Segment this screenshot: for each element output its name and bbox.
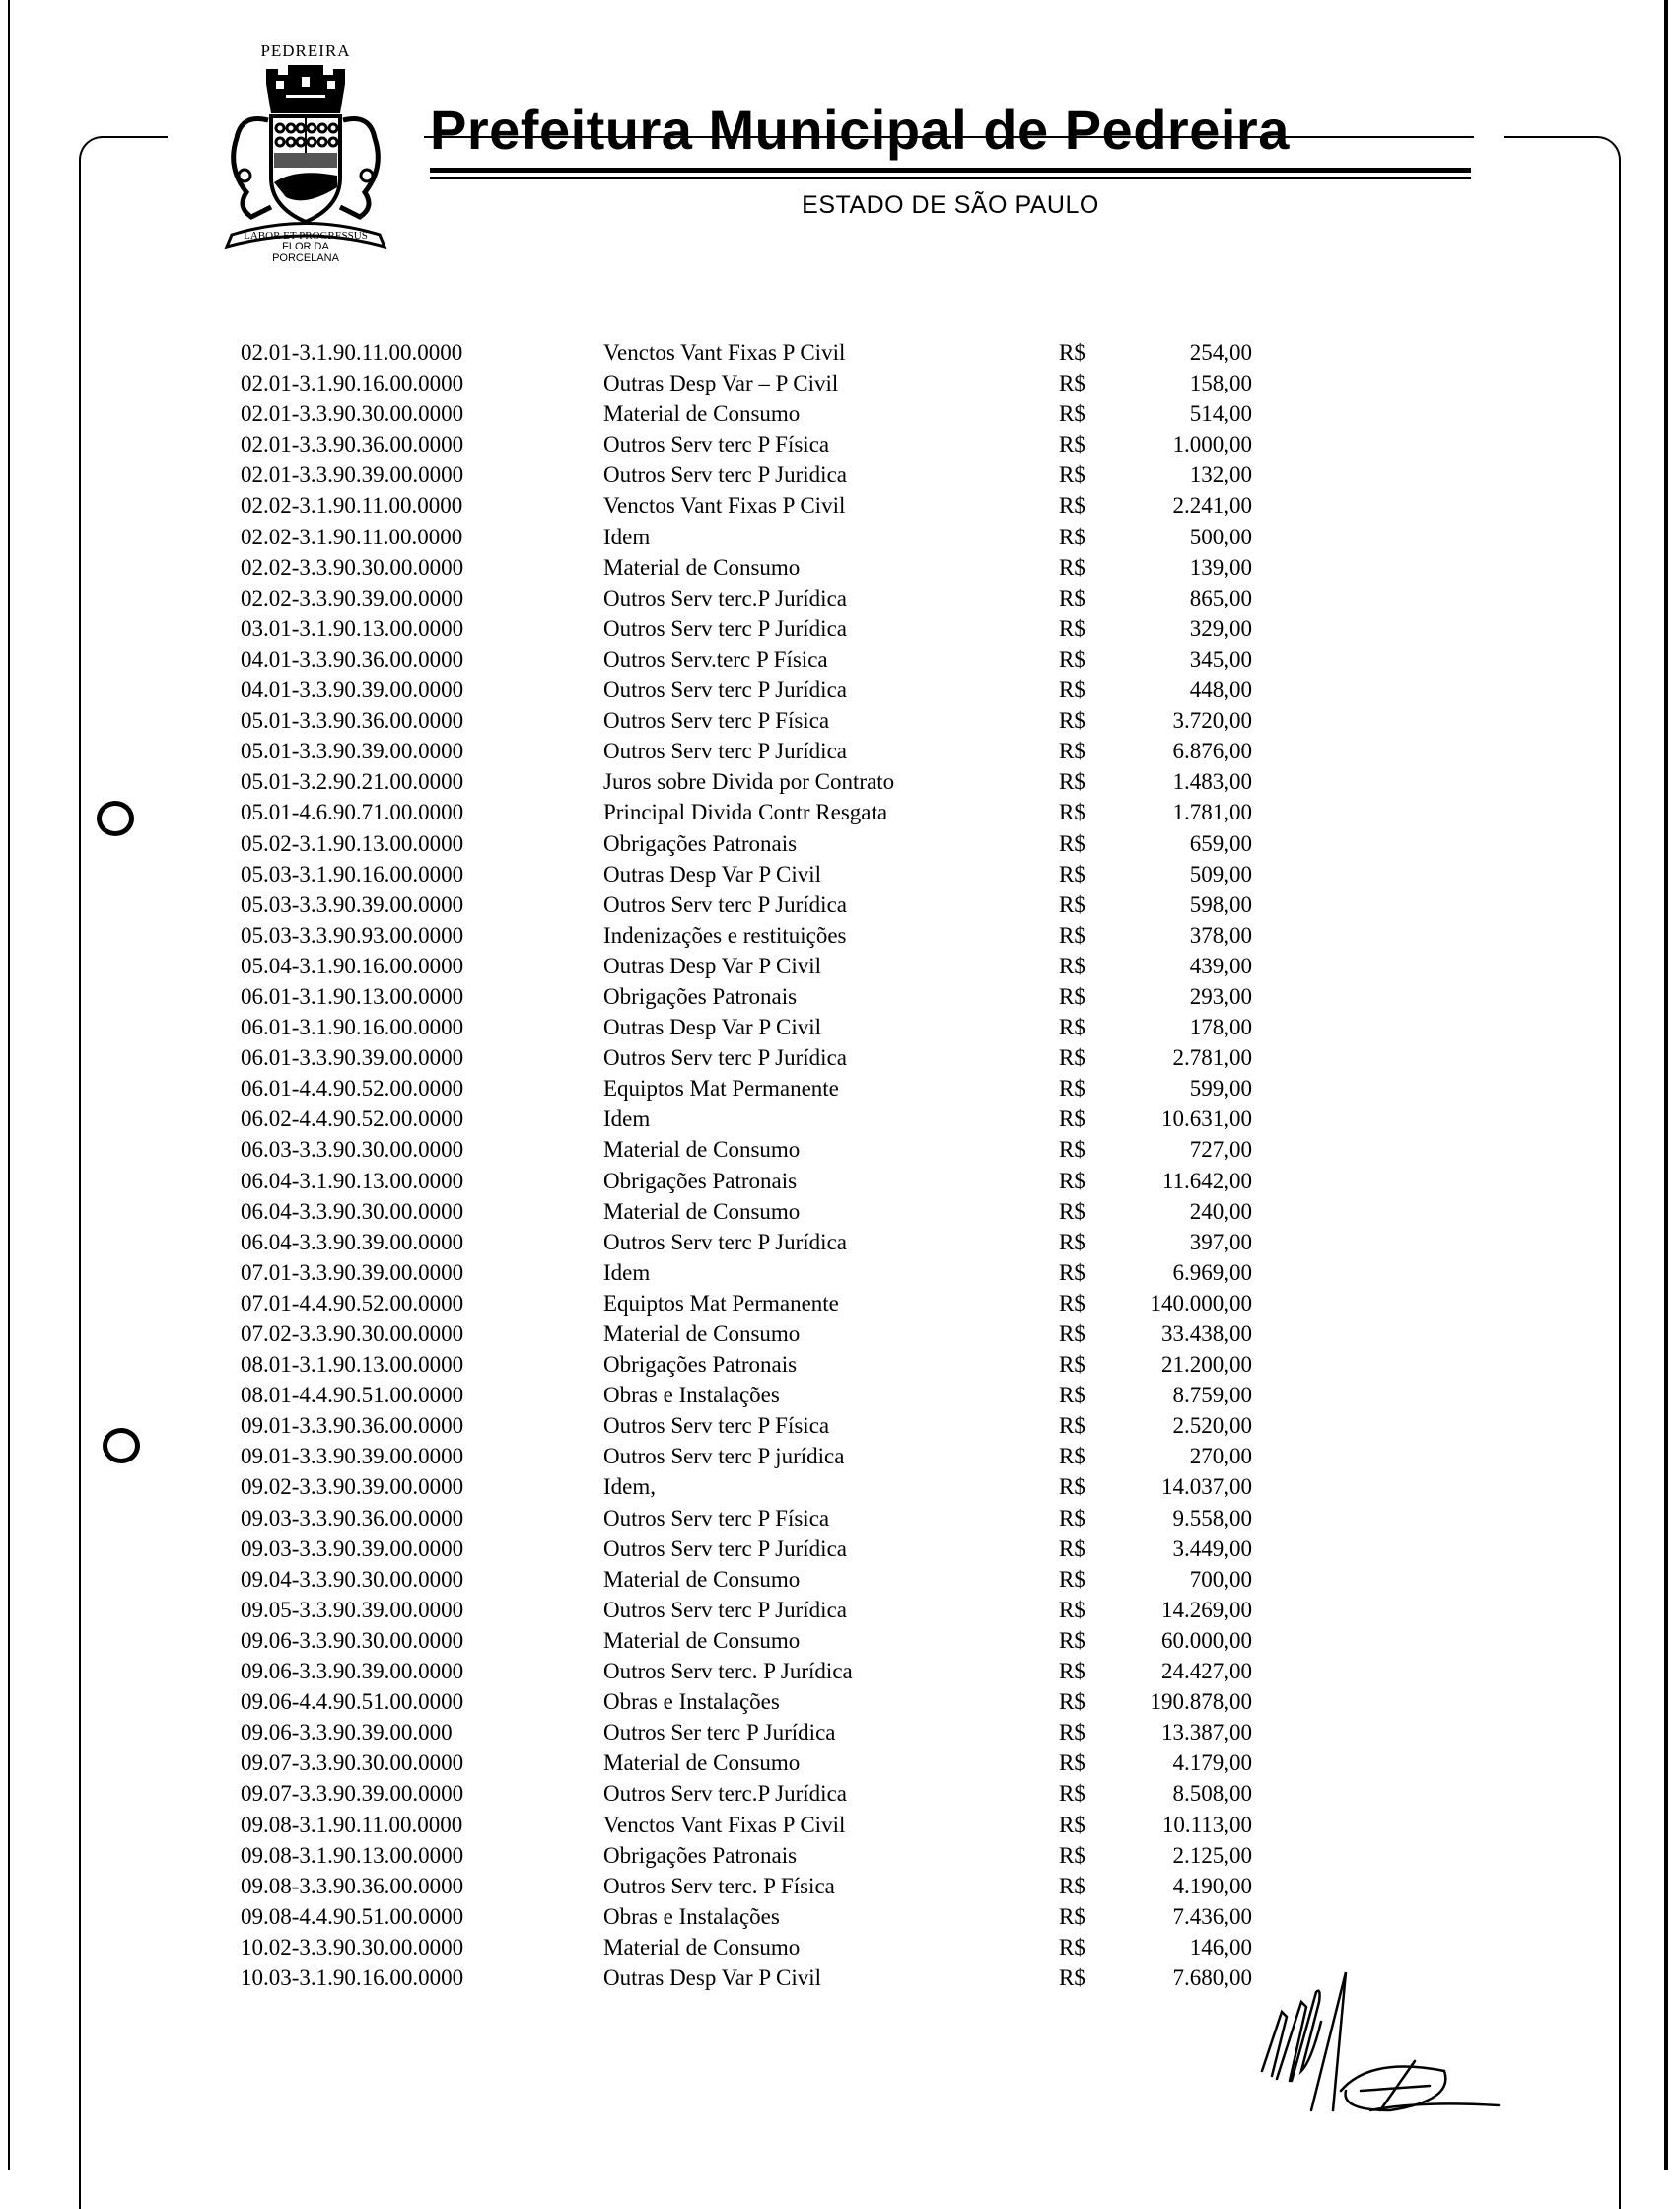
expense-description: Obrigações Patronais [603, 1842, 798, 1868]
amount-value: 2.125,00 [1172, 1842, 1252, 1868]
account-code: 09.01-3.3.90.39.00.0000 [241, 1444, 464, 1469]
account-code: 05.04-3.1.90.16.00.0000 [241, 953, 464, 978]
amount-value: 448,00 [1189, 677, 1252, 703]
currency-symbol: R$ [1059, 1229, 1085, 1254]
table-row [241, 1073, 1266, 1104]
expense-description: Material de Consumo [603, 1198, 801, 1224]
expense-description: Obrigações Patronais [603, 1352, 798, 1378]
expense-description: Outros Ser terc P Jurídica [603, 1720, 836, 1746]
table-row [241, 1471, 1266, 1502]
table-row [241, 1564, 1266, 1595]
amount-value: 378,00 [1189, 922, 1252, 948]
table-row [241, 1625, 1266, 1656]
crest-graphic-icon [197, 59, 414, 266]
account-code: 02.02-3.3.90.39.00.0000 [241, 585, 464, 610]
account-code: 09.03-3.3.90.36.00.0000 [241, 1505, 464, 1531]
account-code: 07.02-3.3.90.30.00.0000 [241, 1321, 464, 1346]
expense-description: Equiptos Mat Permanente [603, 1076, 839, 1102]
account-code: 02.01-3.3.90.39.00.0000 [241, 463, 464, 488]
amount-value: 2.781,00 [1172, 1045, 1252, 1071]
expense-description: Outras Desp Var P Civil [603, 1015, 822, 1040]
coat-of-arms-icon [197, 37, 414, 274]
table-row [241, 1932, 1266, 1962]
amount-value: 10.631,00 [1161, 1106, 1252, 1132]
account-code: 09.01-3.3.90.36.00.0000 [241, 1413, 464, 1439]
logo-city-name: PEDREIRA [260, 41, 351, 60]
table-row [241, 705, 1266, 736]
amount-value: 254,00 [1189, 340, 1252, 365]
table-row [241, 429, 1266, 460]
logo-bottom-line1: FLOR DA [282, 241, 329, 252]
amount-value: 9.558,00 [1172, 1505, 1252, 1531]
amount-value: 500,00 [1189, 524, 1252, 549]
amount-value: 11.642,00 [1161, 1168, 1252, 1193]
amount-value: 329,00 [1189, 615, 1252, 641]
currency-symbol: R$ [1059, 1413, 1085, 1439]
expense-description: Obrigações Patronais [603, 1168, 798, 1193]
table-row [241, 920, 1266, 951]
amount-value: 1.000,00 [1172, 432, 1252, 458]
account-code: 02.01-3.1.90.11.00.0000 [241, 340, 463, 365]
expense-description: Outras Desp Var P Civil [603, 861, 822, 887]
amount-value: 21.200,00 [1161, 1352, 1252, 1378]
expense-description: Principal Divida Contr Resgata [603, 800, 888, 825]
amount-value: 3.720,00 [1172, 708, 1252, 734]
table-row [241, 1288, 1266, 1318]
table-row [241, 981, 1266, 1012]
account-code: 09.07-3.3.90.30.00.0000 [241, 1750, 464, 1776]
expense-description: Material de Consumo [603, 1321, 801, 1346]
expense-description: Outros Serv terc.P Jurídica [603, 585, 847, 610]
amount-value: 158,00 [1189, 371, 1252, 396]
account-code: 06.04-3.3.90.30.00.0000 [241, 1198, 464, 1224]
amount-value: 700,00 [1189, 1566, 1252, 1592]
account-code: 07.01-3.3.90.39.00.0000 [241, 1259, 464, 1285]
expense-description: Juros sobre Divida por Contrato [603, 769, 895, 795]
currency-symbol: R$ [1059, 646, 1085, 672]
title-rule-thin [430, 177, 1471, 179]
amount-value: 13.387,00 [1161, 1720, 1252, 1746]
account-code: 02.01-3.1.90.16.00.0000 [241, 371, 464, 396]
table-row [241, 1380, 1266, 1410]
currency-symbol: R$ [1059, 1015, 1085, 1040]
expense-description: Material de Consumo [603, 1566, 801, 1592]
account-code: 09.07-3.3.90.39.00.0000 [241, 1781, 464, 1807]
currency-symbol: R$ [1059, 769, 1085, 795]
account-code: 09.06-4.4.90.51.00.0000 [241, 1689, 464, 1715]
currency-symbol: R$ [1059, 1290, 1085, 1316]
currency-symbol: R$ [1059, 463, 1085, 488]
currency-symbol: R$ [1059, 1505, 1085, 1531]
expense-description: Outros Serv terc P Física [603, 1505, 830, 1531]
amount-value: 598,00 [1189, 891, 1252, 917]
expense-description: Outros Serv terc P Juridica [603, 463, 847, 488]
amount-value: 509,00 [1189, 861, 1252, 887]
expense-description: Outras Desp Var P Civil [603, 1964, 822, 1990]
amount-value: 6.876,00 [1172, 739, 1252, 764]
currency-symbol: R$ [1059, 371, 1085, 396]
account-code: 06.04-3.1.90.13.00.0000 [241, 1168, 464, 1193]
currency-symbol: R$ [1059, 615, 1085, 641]
expense-description: Indenizações e restituições [603, 922, 847, 948]
table-row [241, 460, 1266, 490]
currency-symbol: R$ [1059, 739, 1085, 764]
account-code: 10.03-3.1.90.16.00.0000 [241, 1964, 464, 1990]
expense-description: Outros Serv terc. P Física [603, 1873, 835, 1898]
account-code: 02.01-3.3.90.36.00.0000 [241, 432, 464, 458]
amount-value: 1.781,00 [1172, 800, 1252, 825]
table-row [241, 644, 1266, 675]
amount-value: 6.969,00 [1172, 1259, 1252, 1285]
page-subtitle: ESTADO DE SÃO PAULO [802, 191, 1099, 219]
account-code: 06.01-3.1.90.13.00.0000 [241, 983, 464, 1009]
currency-symbol: R$ [1059, 524, 1085, 549]
amount-value: 132,00 [1189, 463, 1252, 488]
expense-description: Outros Serv terc.P Jurídica [603, 1781, 847, 1807]
scan-edge-left [8, 0, 10, 2170]
account-code: 09.06-3.3.90.39.00.0000 [241, 1659, 464, 1684]
account-code: 09.03-3.3.90.39.00.0000 [241, 1535, 464, 1561]
currency-symbol: R$ [1059, 1352, 1085, 1378]
table-row [241, 398, 1266, 429]
currency-symbol: R$ [1059, 1137, 1085, 1163]
amount-value: 8.759,00 [1172, 1383, 1252, 1408]
table-row [241, 828, 1266, 859]
expense-description: Material de Consumo [603, 1750, 801, 1776]
table-row [241, 1318, 1266, 1349]
account-code: 05.01-3.2.90.21.00.0000 [241, 769, 464, 795]
punch-hole-icon [97, 801, 134, 836]
amount-value: 10.113,00 [1161, 1812, 1252, 1837]
amount-value: 146,00 [1189, 1934, 1252, 1960]
table-row [241, 1840, 1266, 1871]
expense-description: Venctos Vant Fixas P Civil [603, 1812, 846, 1837]
account-code: 02.02-3.1.90.11.00.0000 [241, 524, 463, 549]
account-code: 09.06-3.3.90.39.00.000 [241, 1720, 453, 1746]
amount-value: 397,00 [1189, 1229, 1252, 1254]
table-row [241, 1134, 1266, 1165]
title-rule-thick [430, 168, 1471, 173]
currency-symbol: R$ [1059, 1597, 1085, 1622]
expense-description: Outros Serv terc P Física [603, 1413, 830, 1439]
currency-symbol: R$ [1059, 1659, 1085, 1684]
amount-value: 240,00 [1189, 1198, 1252, 1224]
table-row [241, 613, 1266, 644]
table-row [241, 1410, 1266, 1441]
amount-value: 865,00 [1189, 585, 1252, 610]
amount-value: 293,00 [1189, 983, 1252, 1009]
table-row [241, 1227, 1266, 1257]
currency-symbol: R$ [1059, 1964, 1085, 1990]
punch-hole-icon [103, 1428, 140, 1463]
table-row [241, 1810, 1266, 1840]
account-code: 09.04-3.3.90.30.00.0000 [241, 1566, 464, 1592]
account-code: 07.01-4.4.90.52.00.0000 [241, 1290, 464, 1316]
currency-symbol: R$ [1059, 1812, 1085, 1837]
amount-value: 178,00 [1189, 1015, 1252, 1040]
expense-description: Outros Serv terc P Jurídica [603, 739, 847, 764]
table-row [241, 1962, 1266, 1993]
currency-symbol: R$ [1059, 1720, 1085, 1746]
account-code: 04.01-3.3.90.39.00.0000 [241, 677, 464, 703]
table-row [241, 552, 1266, 583]
expense-description: Idem [603, 1106, 651, 1132]
account-code: 05.02-3.1.90.13.00.0000 [241, 830, 464, 856]
amount-value: 7.680,00 [1172, 1964, 1252, 1990]
account-code: 09.06-3.3.90.30.00.0000 [241, 1627, 464, 1653]
currency-symbol: R$ [1059, 800, 1085, 825]
amount-value: 60.000,00 [1161, 1627, 1252, 1653]
expense-description: Obras e Instalações [603, 1383, 780, 1408]
table-row [241, 1656, 1266, 1686]
logo-bottom-line2: PORCELANA [272, 252, 339, 264]
expense-description: Outros Serv terc P Jurídica [603, 1597, 847, 1622]
expense-description: Material de Consumo [603, 1137, 801, 1163]
expense-description: Material de Consumo [603, 554, 801, 580]
amount-value: 599,00 [1189, 1076, 1252, 1102]
expense-description: Outros Serv terc P Jurídica [603, 677, 847, 703]
expense-description: Idem [603, 524, 651, 549]
account-code: 06.03-3.3.90.30.00.0000 [241, 1137, 464, 1163]
expense-description: Equiptos Mat Permanente [603, 1290, 839, 1316]
currency-symbol: R$ [1059, 1627, 1085, 1653]
expense-description: Venctos Vant Fixas P Civil [603, 493, 846, 519]
account-code: 06.02-4.4.90.52.00.0000 [241, 1106, 464, 1132]
expense-description: Obras e Instalações [603, 1689, 780, 1715]
table-row [241, 1747, 1266, 1778]
table-row [241, 1441, 1266, 1471]
expense-description: Outras Desp Var P Civil [603, 953, 822, 978]
logo-motto: LABOR ET PROGRESSUS [244, 230, 368, 242]
currency-symbol: R$ [1059, 1781, 1085, 1807]
table-row [241, 1104, 1266, 1134]
account-code: 06.01-4.4.90.52.00.0000 [241, 1076, 464, 1102]
account-code: 05.01-4.6.90.71.00.0000 [241, 800, 464, 825]
account-code: 09.02-3.3.90.39.00.0000 [241, 1474, 464, 1500]
account-code: 09.08-4.4.90.51.00.0000 [241, 1903, 464, 1929]
account-code: 04.01-3.3.90.36.00.0000 [241, 646, 464, 672]
currency-symbol: R$ [1059, 1903, 1085, 1929]
currency-symbol: R$ [1059, 1750, 1085, 1776]
account-code: 02.02-3.3.90.30.00.0000 [241, 554, 464, 580]
amount-value: 514,00 [1189, 401, 1252, 427]
currency-symbol: R$ [1059, 585, 1085, 610]
amount-value: 727,00 [1189, 1137, 1252, 1163]
table-row [241, 859, 1266, 890]
currency-symbol: R$ [1059, 1474, 1085, 1500]
page-title: Prefeitura Municipal de Pedreira [430, 99, 1290, 161]
table-row [241, 1871, 1266, 1901]
table-row [241, 1042, 1266, 1073]
currency-symbol: R$ [1059, 953, 1085, 978]
currency-symbol: R$ [1059, 983, 1085, 1009]
frame-gap-title [1474, 126, 1504, 146]
account-code: 03.01-3.1.90.13.00.0000 [241, 615, 464, 641]
expense-description: Outros Serv terc P Física [603, 708, 830, 734]
amount-value: 659,00 [1189, 830, 1252, 856]
amount-value: 14.269,00 [1161, 1597, 1252, 1622]
table-row [241, 1778, 1266, 1809]
expense-description: Outros Serv.terc P Física [603, 646, 828, 672]
table-row [241, 1503, 1266, 1533]
account-code: 08.01-4.4.90.51.00.0000 [241, 1383, 464, 1408]
table-row [241, 736, 1266, 766]
currency-symbol: R$ [1059, 1689, 1085, 1715]
table-row [241, 1257, 1266, 1288]
account-code: 06.01-3.1.90.16.00.0000 [241, 1015, 464, 1040]
table-row [241, 1349, 1266, 1380]
expense-description: Idem, [603, 1474, 657, 1500]
expense-description: Obrigações Patronais [603, 983, 798, 1009]
expense-description: Outros Serv terc. P Jurídica [603, 1659, 853, 1684]
table-row [241, 890, 1266, 920]
account-code: 06.04-3.3.90.39.00.0000 [241, 1229, 464, 1254]
currency-symbol: R$ [1059, 922, 1085, 948]
expense-description: Material de Consumo [603, 1627, 801, 1653]
table-row [241, 368, 1266, 398]
table-row [241, 1717, 1266, 1747]
expense-description: Outras Desp Var – P Civil [603, 371, 839, 396]
amount-value: 270,00 [1189, 1444, 1252, 1469]
account-code: 10.02-3.3.90.30.00.0000 [241, 1934, 464, 1960]
currency-symbol: R$ [1059, 1045, 1085, 1071]
table-row [241, 951, 1266, 981]
expense-description: Outros Serv terc P Jurídica [603, 891, 847, 917]
handwritten-signature-icon [1242, 1962, 1538, 2120]
currency-symbol: R$ [1059, 401, 1085, 427]
table-row [241, 1595, 1266, 1625]
logo-bottom-text [197, 241, 414, 264]
table-row [241, 337, 1266, 368]
expense-description: Obras e Instalações [603, 1903, 780, 1929]
amount-value: 439,00 [1189, 953, 1252, 978]
currency-symbol: R$ [1059, 1259, 1085, 1285]
currency-symbol: R$ [1059, 1444, 1085, 1469]
table-row [241, 490, 1266, 521]
account-code: 02.02-3.1.90.11.00.0000 [241, 493, 463, 519]
currency-symbol: R$ [1059, 1873, 1085, 1898]
table-row [241, 675, 1266, 705]
amount-value: 2.520,00 [1172, 1413, 1252, 1439]
amount-value: 24.427,00 [1161, 1659, 1252, 1684]
account-code: 06.01-3.3.90.39.00.0000 [241, 1045, 464, 1071]
table-row [241, 1012, 1266, 1042]
currency-symbol: R$ [1059, 1535, 1085, 1561]
scan-edge-right [1664, 0, 1668, 2170]
amount-value: 3.449,00 [1172, 1535, 1252, 1561]
table-row [241, 1901, 1266, 1932]
amount-value: 4.179,00 [1172, 1750, 1252, 1776]
currency-symbol: R$ [1059, 1383, 1085, 1408]
currency-symbol: R$ [1059, 861, 1085, 887]
amount-value: 8.508,00 [1172, 1781, 1252, 1807]
account-code: 05.03-3.3.90.93.00.0000 [241, 922, 464, 948]
amount-value: 4.190,00 [1172, 1873, 1252, 1898]
table-row [241, 583, 1266, 613]
currency-symbol: R$ [1059, 1168, 1085, 1193]
currency-symbol: R$ [1059, 1198, 1085, 1224]
expense-description: Outros Serv terc P Jurídica [603, 1229, 847, 1254]
table-row [241, 1533, 1266, 1564]
expense-description: Obrigações Patronais [603, 830, 798, 856]
currency-symbol: R$ [1059, 340, 1085, 365]
table-row [241, 522, 1266, 552]
account-code: 05.03-3.1.90.16.00.0000 [241, 861, 464, 887]
amount-value: 14.037,00 [1161, 1474, 1252, 1500]
currency-symbol: R$ [1059, 1842, 1085, 1868]
amount-value: 190.878,00 [1150, 1689, 1252, 1715]
expense-description: Outros Serv terc P Jurídica [603, 615, 847, 641]
expense-description: Idem [603, 1259, 651, 1285]
amount-value: 140.000,00 [1150, 1290, 1252, 1316]
amount-value: 2.241,00 [1172, 493, 1252, 519]
currency-symbol: R$ [1059, 432, 1085, 458]
amount-value: 7.436,00 [1172, 1903, 1252, 1929]
currency-symbol: R$ [1059, 1321, 1085, 1346]
expense-description: Outros Serv terc P Jurídica [603, 1045, 847, 1071]
currency-symbol: R$ [1059, 708, 1085, 734]
currency-symbol: R$ [1059, 1934, 1085, 1960]
budget-table [241, 337, 1266, 1993]
currency-symbol: R$ [1059, 554, 1085, 580]
currency-symbol: R$ [1059, 1566, 1085, 1592]
account-code: 09.08-3.3.90.36.00.0000 [241, 1873, 464, 1898]
amount-value: 139,00 [1189, 554, 1252, 580]
account-code: 05.01-3.3.90.39.00.0000 [241, 739, 464, 764]
table-row [241, 1166, 1266, 1196]
expense-description: Outros Serv terc P Física [603, 432, 830, 458]
account-code: 05.01-3.3.90.36.00.0000 [241, 708, 464, 734]
table-row [241, 797, 1266, 827]
currency-symbol: R$ [1059, 493, 1085, 519]
expense-description: Venctos Vant Fixas P Civil [603, 340, 846, 365]
account-code: 09.08-3.1.90.13.00.0000 [241, 1842, 464, 1868]
account-code: 05.03-3.3.90.39.00.0000 [241, 891, 464, 917]
amount-value: 345,00 [1189, 646, 1252, 672]
currency-symbol: R$ [1059, 830, 1085, 856]
account-code: 09.05-3.3.90.39.00.0000 [241, 1597, 464, 1622]
currency-symbol: R$ [1059, 677, 1085, 703]
table-row [241, 1686, 1266, 1717]
expense-description: Outros Serv terc P jurídica [603, 1444, 845, 1469]
amount-value: 33.438,00 [1161, 1321, 1252, 1346]
expense-description: Material de Consumo [603, 401, 801, 427]
table-row [241, 1196, 1266, 1227]
amount-value: 1.483,00 [1172, 769, 1252, 795]
currency-symbol: R$ [1059, 1076, 1085, 1102]
expense-description: Outros Serv terc P Jurídica [603, 1535, 847, 1561]
account-code: 09.08-3.1.90.11.00.0000 [241, 1812, 463, 1837]
table-row [241, 766, 1266, 797]
expense-description: Material de Consumo [603, 1934, 801, 1960]
account-code: 08.01-3.1.90.13.00.0000 [241, 1352, 464, 1378]
currency-symbol: R$ [1059, 1106, 1085, 1132]
account-code: 02.01-3.3.90.30.00.0000 [241, 401, 464, 427]
currency-symbol: R$ [1059, 891, 1085, 917]
